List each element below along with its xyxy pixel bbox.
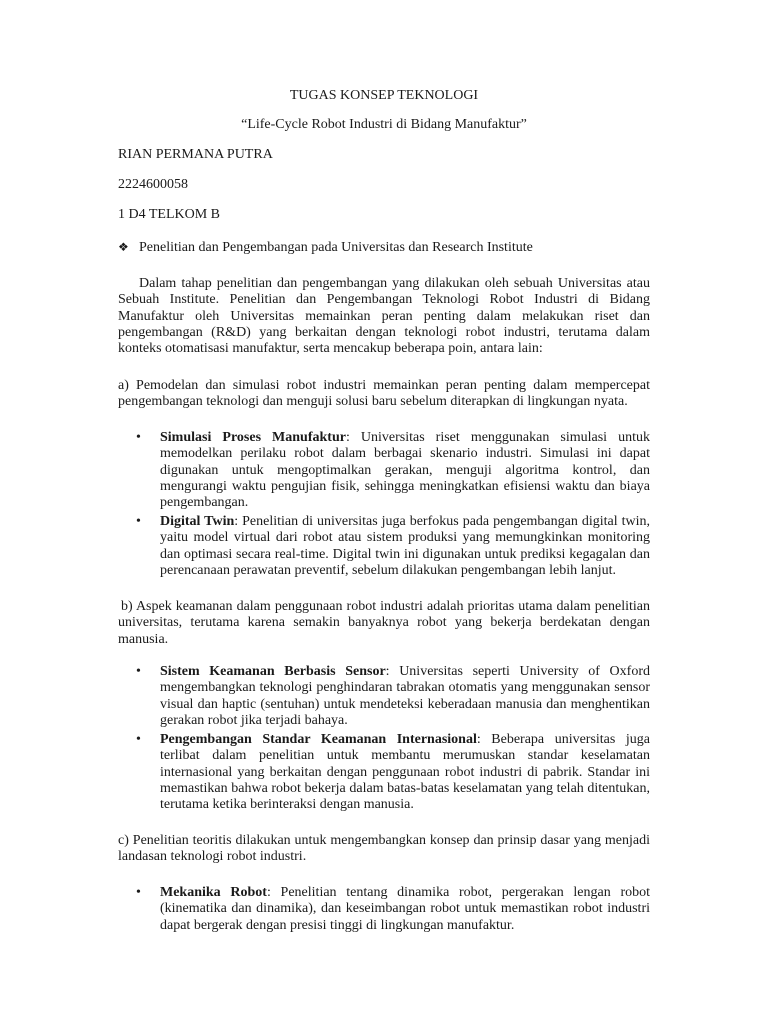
author-name: RIAN PERMANA PUTRA [118, 147, 273, 162]
bullet-desc: : Universitas seperti University of Oxford mengembangkan teknologi penghindaran tabrakan otomatis yang menggunakan sensor visual dan haptic (sentuhan) untuk mendeteksi keberadaan manusia dan menghentikan gerakan robot jika terjadi bahaya. [160, 664, 650, 728]
bullet-term: Digital Twin [160, 514, 235, 529]
point-b-text: b) Aspek keamanan dalam penggunaan robot industri adalah prioritas utama dalam penelitian universitas, terutama karena semakin banyaknya robot yang bekerja berdekatan dengan manusia. [118, 599, 650, 647]
bullet-dot-icon: • [136, 664, 141, 679]
student-id: 2224600058 [118, 177, 188, 192]
class-name: 1 D4 TELKOM B [118, 207, 221, 222]
bullet-dot-icon: • [136, 732, 141, 747]
bullet-term: Mekanika Robot [160, 885, 267, 900]
bullet-item [160, 732, 650, 813]
bullet-item [160, 885, 650, 934]
bullet-item [160, 430, 650, 511]
diamond-bullet-icon: ❖ [118, 240, 129, 254]
bullet-term: Simulasi Proses Manufaktur [160, 430, 346, 445]
bullet-desc: : Beberapa universitas juga terlibat dalam penelitian untuk membantu merumuskan standar keselamatan internasional yang berkaitan dengan penggunaan robot industri di pabrik. Standar ini memastikan bahwa robot bekerja dalam batas-batas keselamatan yang telah ditentukan, terutama ketika berinteraksi dengan manusia. [160, 732, 650, 813]
document-title: TUGAS KONSEP TEKNOLOGI [289, 88, 479, 103]
section-heading: Penelitian dan Pengembangan pada Universitas dan Research Institute [139, 240, 533, 255]
bullet-term: Sistem Keamanan Berbasis Sensor [160, 664, 386, 679]
intro-paragraph: Dalam tahap penelitian dan pengembangan yang dilakukan oleh sebuah Universitas atau Sebuah Institute. Penelitian dan Pengembangan Teknologi Robot Industri di Bidang Manufaktur oleh Universitas memainkan peran penting dalam melakukan riset dan pengembangan (R&D) yang berkaitan dengan teknologi robot industri, terutama dalam konteks otomatisasi manufaktur, serta mencakup beberapa poin, antara lain: [118, 276, 650, 357]
bullet-item [160, 514, 650, 579]
point-a-text: a) Pemodelan dan simulasi robot industri memainkan peran penting dalam mempercepat pengembangan teknologi dan menguji solusi baru sebelum diterapkan di lingkungan nyata. [118, 378, 650, 410]
bullet-desc: : Penelitian tentang dinamika robot, pergerakan lengan robot (kinematika dan dinamika), dan keseimbangan robot untuk memastikan robot industri dapat bergerak dengan presisi tinggi di lingkungan manufaktur. [160, 885, 650, 933]
bullet-desc: : Penelitian di universitas juga berfokus pada pengembangan digital twin, yaitu model virtual dari robot atau sistem produksi yang memungkinkan monitoring dan optimasi secara real-time. Digital twin ini digunakan untuk prediksi kegagalan dan perencanaan perawatan preventif, sebelum dilakukan pengembangan lebih lanjut. [160, 514, 650, 578]
document-subtitle: “Life-Cycle Robot Industri di Bidang Manufaktur” [241, 117, 527, 132]
bullet-term: Pengembangan Standar Keamanan Internasional [160, 732, 477, 747]
bullet-dot-icon: • [136, 430, 141, 445]
bullet-dot-icon: • [136, 514, 141, 529]
bullet-item [160, 664, 650, 729]
bullet-desc: : Universitas riset menggunakan simulasi untuk memodelkan perilaku robot dalam berbagai skenario industri. Simulasi ini dapat digunakan untuk mengoptimalkan gerakan, menguji algoritma kontrol, dan mengurangi waktu pengujian fisik, sehingga meningkatkan efisiensi waktu dan biaya pengembangan. [160, 430, 650, 511]
bullet-dot-icon: • [136, 885, 141, 900]
point-c-text: c) Penelitian teoritis dilakukan untuk mengembangkan konsep dan prinsip dasar yang menjadi landasan teknologi robot industri. [118, 833, 650, 865]
